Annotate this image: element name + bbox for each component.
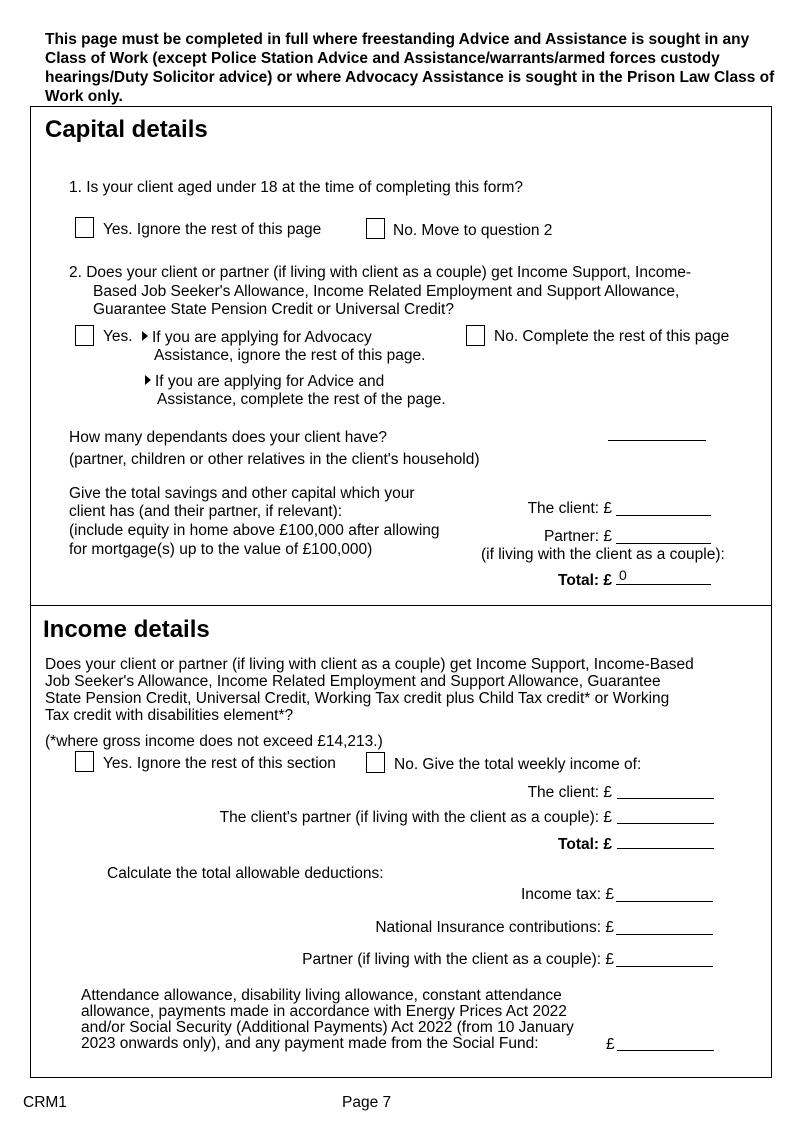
allowance-line2: allowance, payments made in accordance with Energy Prices Act 2022 (81, 1003, 567, 1020)
income-question-line3: State Pension Credit, Universal Credit, Working Tax credit plus Child Tax credit* or Working (45, 690, 670, 707)
income-client-label: The client: £ (527, 784, 612, 801)
allowance-currency: £ (606, 1036, 615, 1053)
partner-deduction-field[interactable] (616, 966, 713, 967)
footer-page-number: Page 7 (342, 1094, 392, 1111)
income-tax-field[interactable] (616, 901, 713, 902)
income-partner-field[interactable] (617, 823, 714, 824)
capital-total-value: 0 (619, 567, 627, 583)
income-partner-label: The client's partner (if living with the client as a couple): £ (219, 809, 612, 826)
income-no-checkbox[interactable] (366, 752, 385, 773)
capital-total-label: Total: £ (558, 572, 612, 589)
q2-no-checkbox[interactable] (466, 325, 485, 346)
income-yes-checkbox[interactable] (75, 751, 94, 772)
allowance-line3: and/or Social Security (Additional Payments) Act 2022 (from 10 January (81, 1019, 574, 1036)
q2-no-label: No. Complete the rest of this page (494, 328, 730, 345)
income-gross-note: (*where gross income does not exceed £14,213.) (45, 733, 383, 750)
q2-yes-label: Yes. (103, 328, 133, 345)
deductions-heading: Calculate the total allowable deductions: (107, 865, 384, 882)
dependants-line1: How many dependants does your client have? (69, 429, 387, 446)
income-tax-label: Income tax: £ (520, 886, 614, 903)
capital-partner-field[interactable] (616, 543, 711, 544)
capital-partner-note: (if living with the client as a couple): (481, 546, 725, 563)
capital-client-label: The client: £ (527, 500, 612, 517)
income-heading: Income details (43, 616, 210, 643)
allowance-line1: Attendance allowance, disability living allowance, constant attendance (81, 987, 562, 1004)
allowance-field[interactable] (617, 1050, 714, 1051)
q1-no-checkbox[interactable] (366, 218, 385, 239)
capital-q2-line2: Based Job Seeker's Allowance, Income Related Employment and Support Allowance, (93, 283, 680, 300)
q1-yes-label: Yes. Ignore the rest of this page (103, 221, 322, 238)
arrow-right-icon (145, 375, 151, 385)
q1-no-label: No. Move to question 2 (393, 222, 553, 239)
q2-advocacy-line2: Assistance, ignore the rest of this page. (154, 347, 426, 364)
savings-line2: client has (and their partner, if relevant): (69, 503, 343, 520)
dependants-line2: (partner, children or other relatives in the client's household) (69, 451, 480, 468)
capital-q1: 1. Is your client aged under 18 at the time of completing this form? (69, 179, 524, 196)
section-divider (30, 605, 772, 606)
capital-q2-line3: Guarantee State Pension Credit or Universal Credit? (93, 301, 454, 318)
q2-advice-line1 (145, 373, 384, 391)
ni-label: National Insurance contributions: £ (375, 919, 614, 936)
footer-form-code: CRM1 (23, 1094, 67, 1111)
income-question-line1: Does your client or partner (if living with client as a couple) get Income Support, Income-Based (45, 656, 694, 673)
dependants-field[interactable] (608, 440, 706, 441)
q1-yes-checkbox[interactable] (75, 217, 94, 238)
q2-yes-checkbox[interactable] (75, 325, 94, 346)
income-question-line2: Job Seeker's Allowance, Income Related Employment and Support Allowance, Guarantee (45, 673, 661, 690)
arrow-right-icon (142, 331, 148, 341)
capital-heading: Capital details (45, 116, 208, 143)
capital-total-field[interactable] (616, 584, 711, 585)
savings-line1: Give the total savings and other capital which your (69, 485, 415, 502)
q2-advice-line2: Assistance, complete the rest of the page. (157, 391, 446, 408)
capital-q2-line1: 2. Does your client or partner (if living with client as a couple) get Income Support, Income- (69, 264, 692, 281)
q2-advocacy-line1 (142, 329, 372, 347)
income-no-label: No. Give the total weekly income of: (394, 756, 642, 773)
income-total-label: Total: £ (558, 836, 612, 853)
q2-advice-text: If you are applying for Advice and (155, 373, 385, 390)
capital-client-field[interactable] (616, 515, 711, 516)
intro-text: This page must be completed in full where freestanding Advice and Assistance is sought in any Class of Work (except Police Station Advice and Assistance/warrants/armed forces custody hearings/Duty Solicitor advice) or where Advocacy Assistance is sought in the Prison Law Class of Work only. (45, 31, 775, 105)
savings-line4: for mortgage(s) up to the value of £100,000) (69, 541, 373, 558)
capital-partner-label: Partner: £ (543, 528, 612, 545)
income-total-field[interactable] (617, 848, 714, 849)
income-question-line4: Tax credit with disabilities element*? (45, 707, 294, 724)
allowance-line4: 2023 onwards only), and any payment made from the Social Fund: (81, 1035, 539, 1052)
income-client-field[interactable] (617, 798, 714, 799)
ni-field[interactable] (616, 934, 713, 935)
q2-advocacy-text: If you are applying for Advocacy (152, 329, 372, 346)
partner-deduction-label: Partner (if living with the client as a couple): £ (302, 951, 614, 968)
savings-line3: (include equity in home above £100,000 after allowing (69, 522, 440, 539)
income-yes-label: Yes. Ignore the rest of this section (103, 755, 336, 772)
